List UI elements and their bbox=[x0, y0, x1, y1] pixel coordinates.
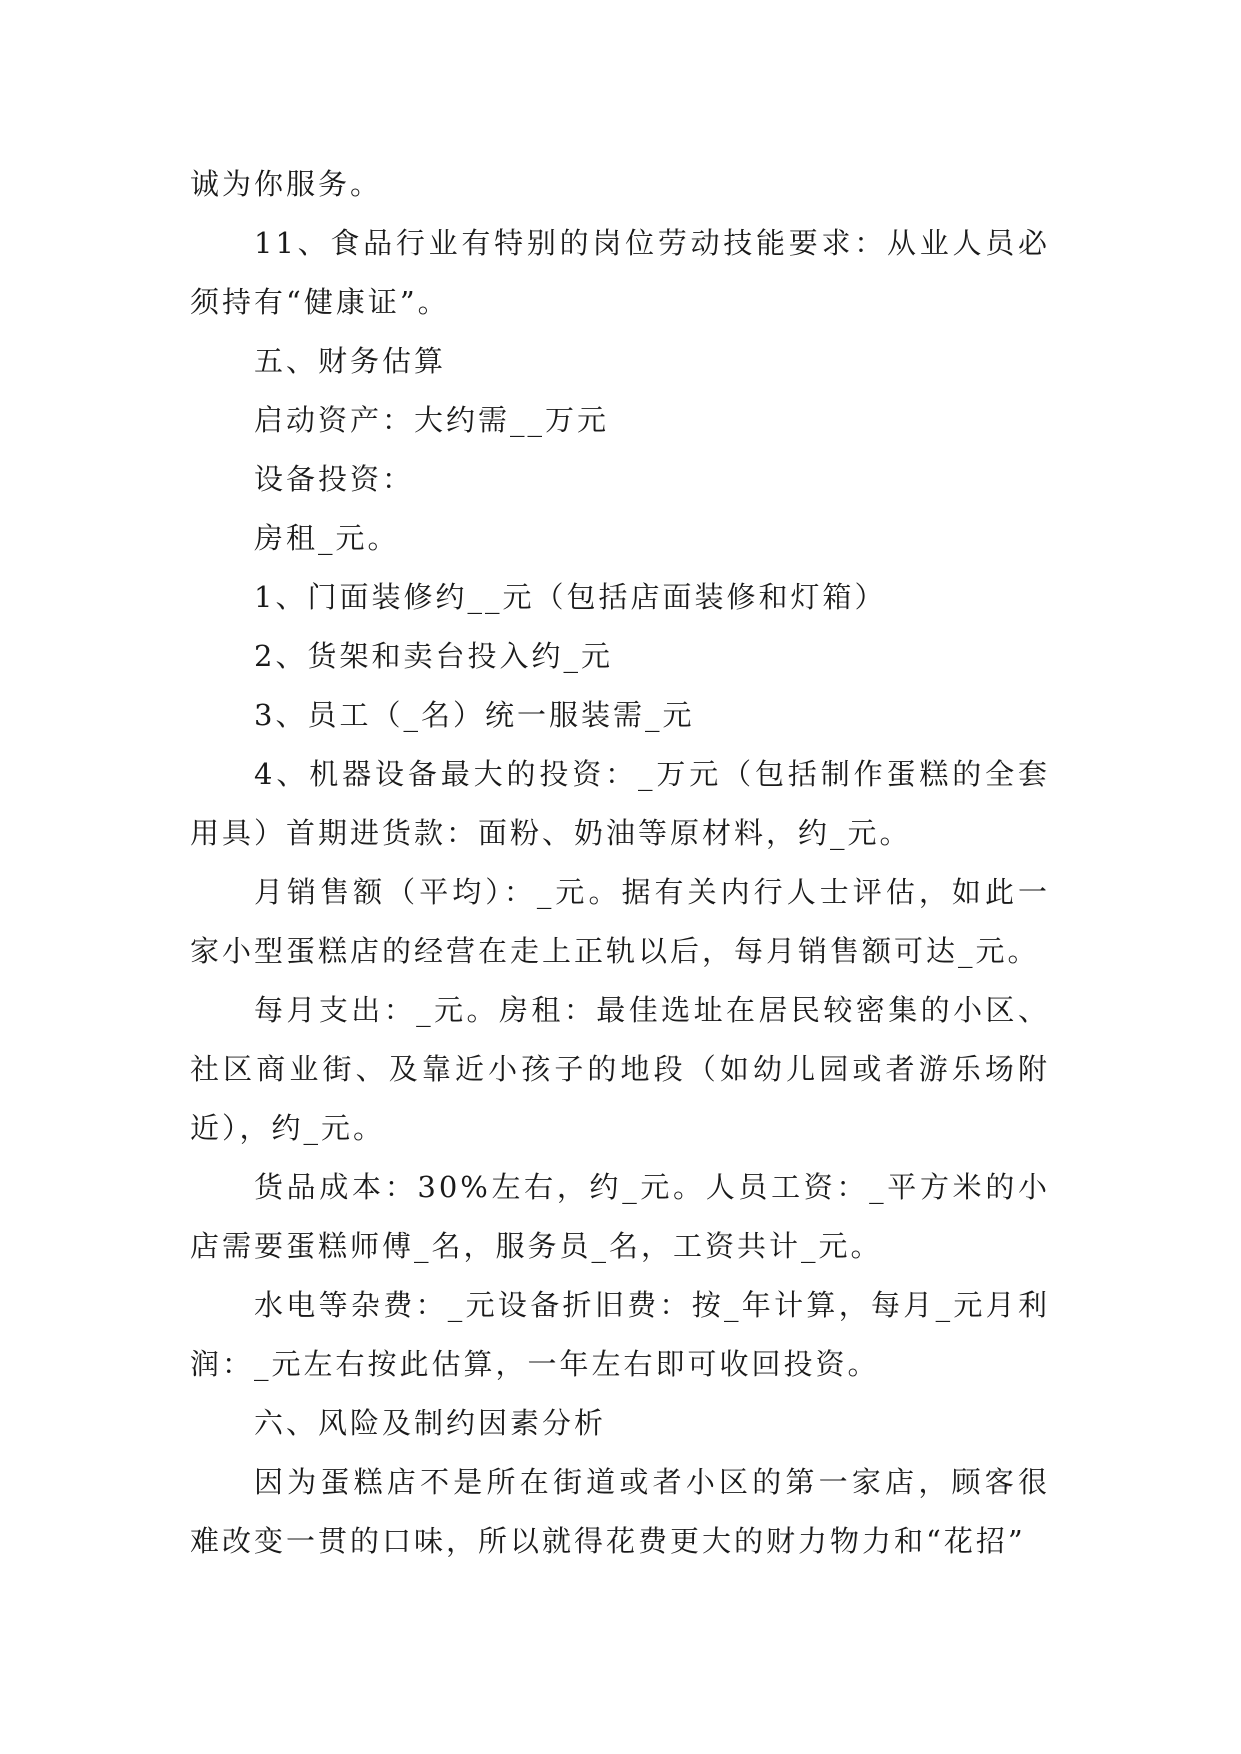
paragraph-item-1: 1、门面装修约__元（包括店面装修和灯箱） bbox=[254, 580, 887, 614]
paragraph-risk-analysis: 因为蛋糕店不是所在街道或者小区的第一家店，顾客很难改变一贯的口味，所以就得花费更大的财力物力和“花招” bbox=[190, 1465, 1050, 1558]
paragraph-startup-capital: 启动资产：大约需__万元 bbox=[254, 403, 610, 437]
paragraph-continuation: 诚为你服务。 bbox=[190, 167, 383, 201]
paragraph-monthly-expenses: 每月支出：_元。房租：最佳选址在居民较密集的小区、社区商业街、及靠近小孩子的地段（如幼儿园或者游乐场附近），约_元。 bbox=[190, 993, 1050, 1145]
paragraph-utilities: 水电等杂费：_元设备折旧费：按_年计算，每月_元月利润：_元左右按此估算，一年左右即可收回投资。 bbox=[190, 1288, 1050, 1381]
paragraph-equipment-investment: 设备投资： bbox=[254, 462, 415, 496]
document-body bbox=[190, 155, 1050, 1571]
section-heading-finance: 五、财务估算 bbox=[254, 344, 447, 378]
section-heading-risk: 六、风险及制约因素分析 bbox=[254, 1406, 607, 1440]
paragraph-goods-cost: 货品成本：30%左右，约_元。人员工资：_平方米的小店需要蛋糕师傅_名，服务员_名，工资共计_元。 bbox=[190, 1170, 1050, 1263]
paragraph-item-4: 4、机器设备最大的投资：_万元（包括制作蛋糕的全套用具）首期进货款：面粉、奶油等原材料，约_元。 bbox=[190, 757, 1050, 850]
paragraph-monthly-sales: 月销售额（平均）：_元。据有关内行人士评估，如此一家小型蛋糕店的经营在走上正轨以后，每月销售额可达_元。 bbox=[190, 875, 1050, 968]
paragraph-item-11: 11、食品行业有特别的岗位劳动技能要求：从业人员必须持有“健康证”。 bbox=[190, 226, 1050, 319]
paragraph-rent: 房租_元。 bbox=[254, 521, 400, 555]
paragraph-item-3: 3、员工（_名）统一服装需_元 bbox=[254, 698, 695, 732]
paragraph-item-2: 2、货架和卖台投入约_元 bbox=[254, 639, 613, 673]
